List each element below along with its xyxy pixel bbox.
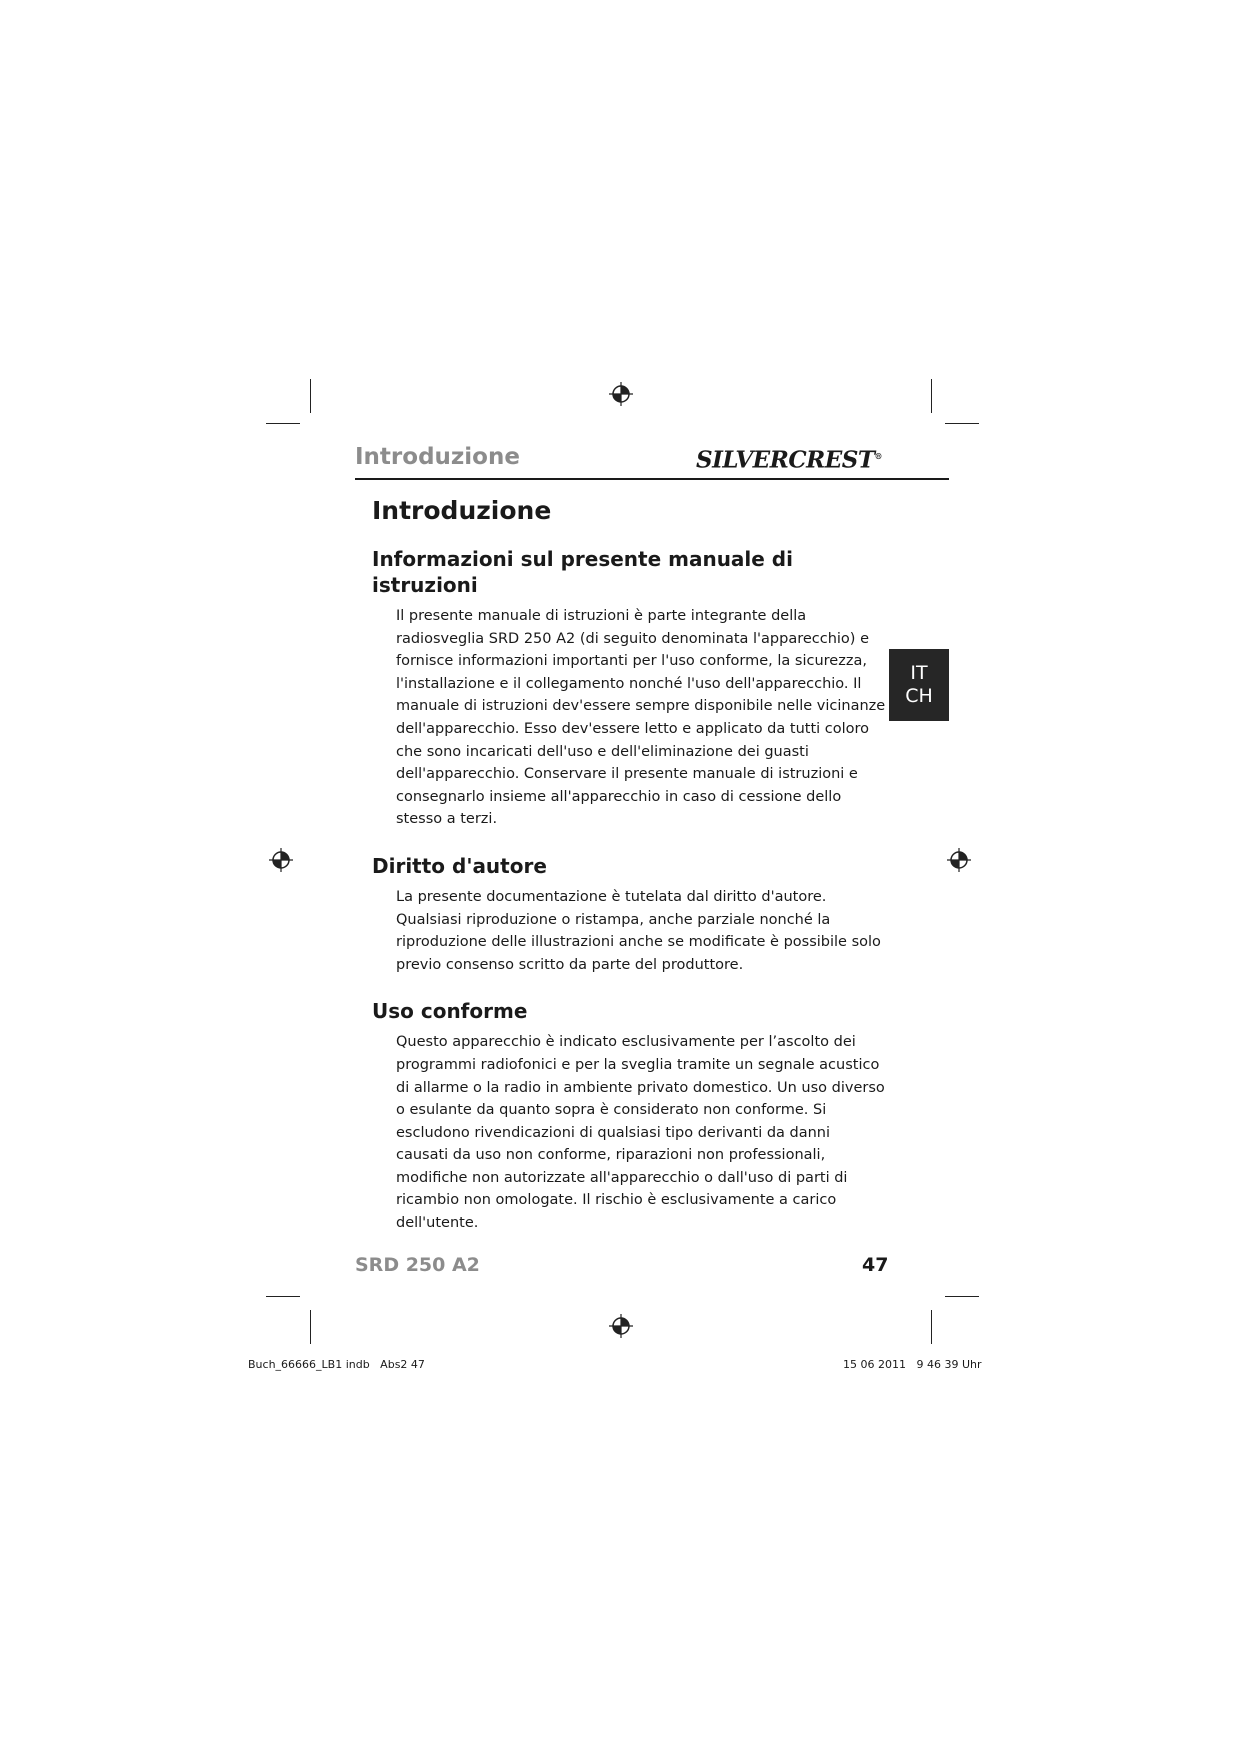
- crop-mark: [310, 379, 311, 413]
- section-heading: Uso conforme: [372, 999, 528, 1024]
- registration-mark-icon: [268, 847, 294, 873]
- crop-mark: [945, 1296, 979, 1297]
- brand-letter: S: [696, 446, 713, 474]
- registration-mark-icon: [946, 847, 972, 873]
- crop-mark: [266, 1296, 300, 1297]
- registration-mark-icon: [608, 381, 634, 407]
- brand-logo: [696, 442, 882, 475]
- language-tab: [889, 649, 949, 721]
- section-body: Questo apparecchio è indicato esclusivamente per l’ascolto dei programmi radiofonici e per la sveglia tramite un segnale acustico di allarme o la radio in ambiente privato domestico. Un uso diverso o esulante da quanto sopra è considerato non conforme. Si escludono rivendicazioni di qualsiasi tipo derivanti da danni causati da uso non conforme, riparazioni non professionali, modifiche non autorizzate all'apparecchio o dall'uso di parti di ricambio non omologate. Il rischio è esclusivamente a carico dell'utente.: [396, 1034, 885, 1232]
- brand-letter: C: [788, 446, 807, 474]
- page-title: Introduzione: [372, 496, 552, 525]
- brand-letters: REST: [806, 446, 875, 474]
- section-heading: Diritto d'autore: [372, 853, 547, 878]
- footer-model: SRD 250 A2: [355, 1254, 480, 1276]
- language-code-it: IT: [910, 662, 928, 684]
- running-header-title: Introduzione: [355, 444, 520, 470]
- main-content: [372, 493, 892, 1235]
- registered-mark: ®: [874, 451, 883, 461]
- section-body: Il presente manuale di istruzioni è parte integrante della radiosveglia SRD 250 A2 (di seguito denominata l'apparecchio) e fornisce informazioni importanti per l'uso conforme, la sicurezza, l'installazione e il collegamento nonché l'uso dell'apparecchio. Il manuale di istruzioni dev'essere sempre disponibile nelle vicinanze dell'apparecchio. Esso dev'essere letto e applicato da tutti coloro che sono incaricati dell'uso e dell'eliminazione dei guasti dell'apparecchio. Conservare il presente manuale di istruzioni e consegnarlo insieme all'apparecchio in caso di cessione dello stesso a terzi.: [396, 608, 886, 828]
- registration-mark-icon: [608, 1313, 634, 1339]
- crop-mark: [931, 1310, 932, 1344]
- section-body: La presente documentazione è tutelata dal diritto d'autore. Qualsiasi riproduzione o ristampa, anche parziale nonché la riproduzione delle illustrazioni anche se modificate è possibile solo previo consenso scritto da parte del produttore.: [396, 888, 881, 973]
- crop-mark: [931, 379, 932, 413]
- crop-mark: [310, 1310, 311, 1344]
- print-timestamp: 15 06 2011 9 46 39 Uhr: [843, 1358, 982, 1371]
- print-file-info: Buch_66666_LB1 indb Abs2 47: [248, 1358, 425, 1371]
- section-heading: Informazioni sul presente manuale di istruzioni: [372, 547, 793, 597]
- header-rule: [355, 478, 949, 480]
- language-code-ch: CH: [905, 685, 933, 707]
- crop-mark: [945, 423, 979, 424]
- page-number: 47: [862, 1254, 889, 1276]
- crop-mark: [266, 423, 300, 424]
- brand-letters: ILVER: [712, 446, 789, 474]
